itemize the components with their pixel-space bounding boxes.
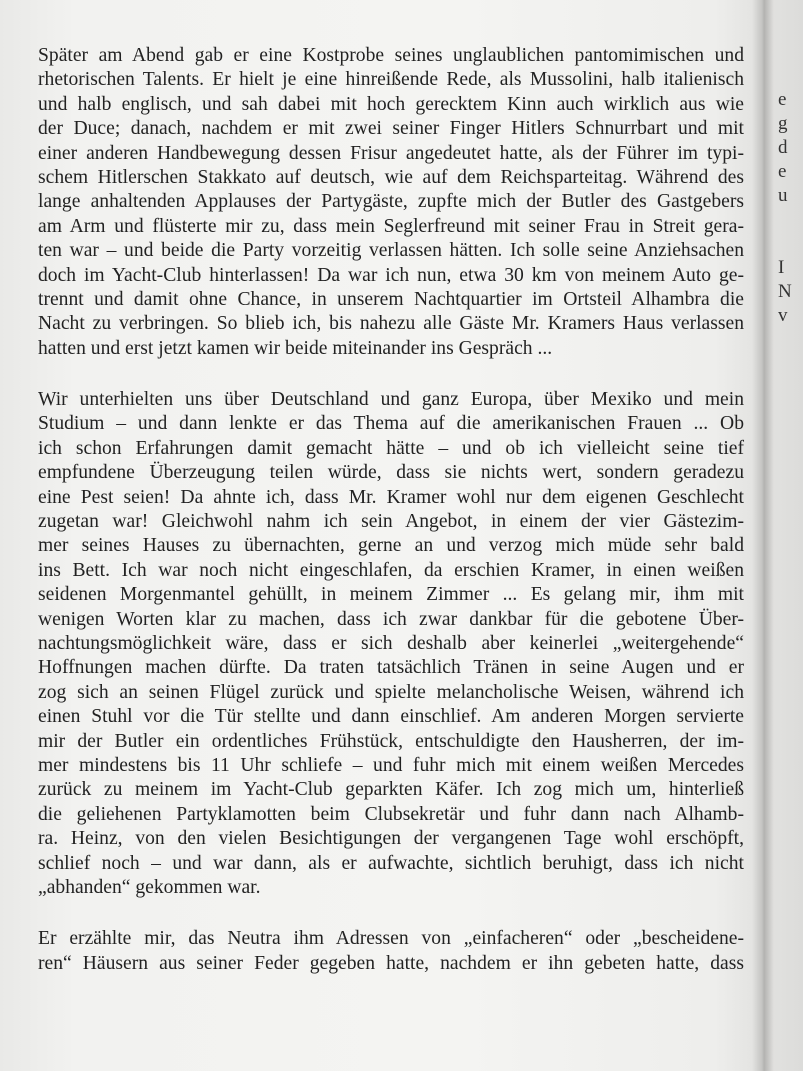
facing-page-edge (778, 88, 802, 328)
text-line: Später am Abend gab er eine Kostprobe seines unglaublichen pantomimischen und (38, 45, 744, 66)
text-line: Er erzählte mir, das Neutra ihm Adressen von „einfacheren“ oder „bescheidene- (38, 928, 744, 950)
facing-page-fragment: d (778, 137, 788, 158)
facing-page-fragment: v (778, 305, 788, 326)
paragraph-1 (38, 44, 744, 361)
text-line: ten war – und beide die Party vorzeitig verlassen hätten. Ich solle seine Anziehsachen (38, 240, 744, 262)
text-line: „abhanden“ gekommen war. (38, 876, 261, 898)
paragraph-gap (38, 361, 744, 388)
facing-page-fragment: g (778, 113, 788, 134)
text-line: schlief noch – und war dann, als er aufwachte, sichtlich beruhigt, dass ich nicht (38, 852, 744, 874)
text-line: ins Bett. Ich war noch nicht eingeschlafen, da erschien Kramer, in einen weißen (38, 559, 744, 581)
paragraph-2 (38, 388, 744, 900)
text-line: einer anderen Handbewegung dessen Frisur angedeutet hatte, als der Führer im typi- (38, 142, 744, 164)
text-line: lange anhaltenden Applauses der Partygäste, zupfte mich der Butler des Gastgebers (38, 191, 744, 213)
text-line: ren“ Häusern aus seiner Feder gegeben hatte, nachdem er ihn gebeten hatte, dass (38, 952, 744, 974)
text-line: zugetan war! Gleichwohl nahm ich sein Angebot, in einem der vier Gästezim- (38, 511, 744, 533)
text-line: eine Pest seien! Da ahnte ich, dass Mr. Kramer wohl nur dem eigenen Geschlecht (38, 486, 744, 508)
text-line: die geliehenen Partyklamotten beim Clubsekretär und fuhr dann nach Alhamb- (38, 803, 744, 825)
page-text (38, 44, 744, 976)
facing-page-fragment: e (778, 161, 787, 182)
text-line: schem Hitlerschen Stakkato auf deutsch, wie auf dem Reichsparteitag. Während des (38, 166, 744, 188)
facing-page-fragment: e (778, 89, 787, 110)
text-line: Wir unterhielten uns über Deutschland und ganz Europa, über Mexiko und mein (38, 389, 744, 411)
text-line: Nacht zu verbringen. So blieb ich, bis nahezu alle Gäste Mr. Kramers Haus verlassen (38, 313, 744, 335)
paragraph-gap (38, 900, 744, 927)
text-line: doch im Yacht-Club hinterlassen! Da war ich nun, etwa 30 km von meinem Auto ge- (38, 264, 744, 286)
text-line: empfundene Überzeugung teilen würde, dass sie nichts wert, sondern geradezu (38, 462, 744, 484)
text-line: der Duce; danach, nachdem er mit zwei seiner Finger Hitlers Schnurrbart und mit (38, 118, 744, 140)
text-line: zurück zu meinem im Yacht-Club geparkten Käfer. Ich zog mich um, hinterließ (38, 779, 744, 801)
facing-page-fragment: N (778, 281, 792, 302)
text-line: rhetorischen Talents. Er hielt je eine hinreißende Rede, als Mussolini, halb italienisch (38, 69, 744, 91)
text-line: am Arm und flüsterte mir zu, dass mein Seglerfreund mit seiner Frau in Streit gera- (38, 215, 744, 237)
text-line: mer seines Hauses zu übernachten, gerne an und verzog mich müde sehr bald (38, 535, 744, 557)
text-line: seidenen Morgenmantel gehüllt, in meinem Zimmer ... Es gelang mir, ihm mit (38, 584, 744, 606)
text-line: Studium – und dann lenkte er das Thema auf die amerikanischen Frauen ... Ob (38, 413, 744, 435)
book-gutter-shadow (752, 0, 774, 1071)
paragraph-3 (38, 927, 744, 976)
text-line: einen Stuhl vor die Tür stellte und dann einschlief. Am anderen Morgen servierte (38, 706, 744, 728)
facing-page-fragment: I (778, 257, 785, 278)
text-line: und halb englisch, und sah dabei mit hoch gerecktem Kinn auch wirklich aus wie (38, 93, 744, 115)
facing-page-fragment: u (778, 185, 788, 206)
text-line: mir der Butler ein ordentliches Frühstück, entschuldigte den Hausherren, der im- (38, 730, 744, 752)
text-line: nachtungsmöglichkeit wäre, dass er sich deshalb aber keinerlei „weitergehende“ (38, 632, 744, 654)
text-line: Hoffnungen machen dürfte. Da traten tatsächlich Tränen in seine Augen und er (38, 657, 744, 679)
text-line: mer mindestens bis 11 Uhr schliefe – und fuhr mich mit einem weißen Mercedes (38, 754, 744, 776)
text-line: wenigen Worten klar zu machen, dass ich zwar dankbar für die gebotene Über- (38, 608, 744, 630)
text-line: ra. Heinz, von den vielen Besichtigungen der vergangenen Tage wohl erschöpft, (38, 828, 744, 850)
text-line: ich schon Erfahrungen damit gemacht hätte – und ob ich vielleicht seine tief (38, 437, 744, 459)
facing-page-fragment (778, 208, 802, 256)
text-line: hatten und erst jetzt kamen wir beide miteinander ins Gespräch ... (38, 337, 553, 359)
text-line: zog sich an seinen Flügel zurück und spielte melancholische Weisen, während ich (38, 681, 744, 703)
text-line: trennt und damit ohne Chance, in unserem Nachtquartier im Ortsteil Alhambra die (38, 288, 744, 310)
